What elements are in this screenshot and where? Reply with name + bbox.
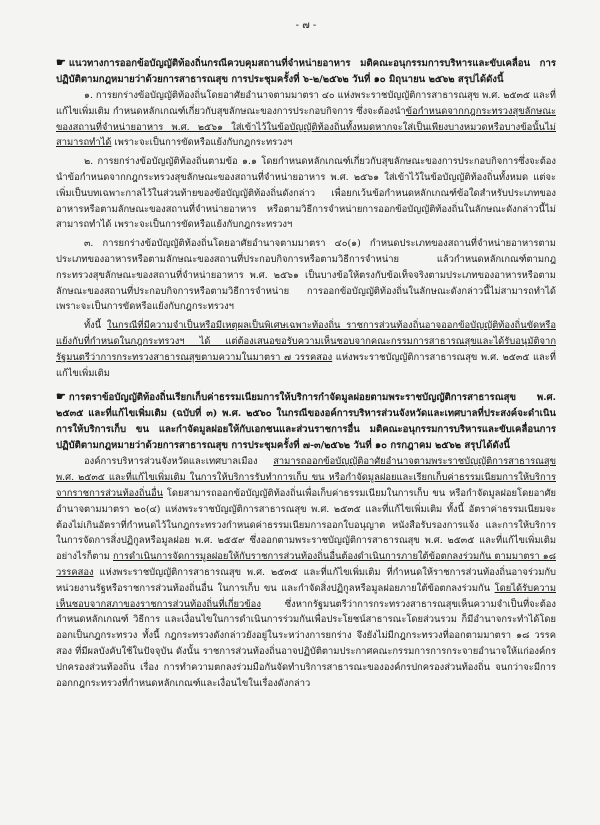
- heading-text-1: แนวทางการออกข้อบัญญัติท้องถิ่นกรณีควบคุมสถานที่จำหน่ายอาหาร มติคณะอนุกรรมการบริหารและขับเคลื่อน: [68, 58, 531, 69]
- section-heading: [56, 55, 556, 88]
- paragraph-2: ๒. การยกร่างข้อบัญญัติท้องถิ่นตามข้อ ๑.๑ โดยกำหนดหลักเกณฑ์เกี่ยวกับสุขลักษณะของการประกอบกิจการซึ่งจะต้องนำข้อกำหนดจากกฎกระทรวงสุขลักษณะของสถานที่จำหน่ายอาหาร พ.ศ. ๒๕๖๑ ใส่เข้าไว้ในข้อบัญญัติท้องถิ่นทั้งหมด แต่จะเพิ่มเป็นบทเฉพาะกาลไว้ในส่วนท้ายของข้อบัญญัติท้องถิ่นดังกล่าว เพื่อยกเว้นข้อกำหนดหลักเกณฑ์ข้อใดสำหรับประเภทของอาหารหรือตามลักษณะของสถานที่จำหน่ายอาหาร หรือตามวิธีการจำหน่ายการออกข้อบัญญัติท้องถิ่นในลักษณะดังกล่าวนี้ไม่สามารถทำได้ เพราะจะเป็นการขัดหรือแย้งกับกฎกระทรวงฯ: [56, 156, 556, 231]
- section-waste-fees: [56, 389, 556, 691]
- pointing-hand-icon: ☛: [56, 390, 66, 404]
- paragraph-text: แห่งพระราชบัญญัติการสาธารณสุข พ.ศ. ๒๕๓๕ และที่แก้ไขเพิ่มเติม ที่กำหนดให้ราชการส่วนท้องถิ่นอาจร่วมกับหน่วยงานรัฐหรือราชการส่วนท้องถิ่นอื่น ในการเก็บ ขน และกำจัดสิ่งปฏิกูลหรือมูลฝอยภายใต้ข้อตกลงร่วมกัน: [56, 566, 556, 594]
- underlined-text: สามารถออกข้อบัญญัติอาศัยอำนาจตามพระราชบัญญัติการสาธารณสุข พ.ศ. ๒๕๓๕ และที่แก้ไขเพิ่มเติม ในการให้บริการรับทำการเก็บ ขน หรือกำจัดมูลฝอยและเรียกเก็บค่าธรรมเนียมการให้บริการจากราชการส่วนท้องถิ่นอื่น: [56, 456, 556, 499]
- paragraph-text: ๑. การยกร่างข้อบัญญัติท้องถิ่นโดยอาศัยอำนาจตามมาตรา ๔๐ แห่งพระราชบัญญัติการสาธารณสุข พ.ศ. ๒๕๓๕ และที่แก้ไขเพิ่มเติม กำหนดหลักเกณฑ์เกี่ยวกับสุขลักษณะของการประกอบกิจการ ซึ่งจะต้องนำ: [56, 90, 556, 117]
- paragraph-1: [56, 88, 556, 151]
- heading-text-2: พ.ศ. ๒๕๓๕ และที่แก้ไขเพิ่มเติม (ฉบับที่ ๓) พ.ศ. ๒๕๖๐ ในกรณีของอค์การบริหารส่วนจังหวัดและเทศบาลที่ประสงค์จะดำเนินการให้บริการเก็บ ขน และกำจัดมูลฝอยให้กับเอกชนและส่วนราชการอื่น มติคณะอนุกรรมการบริหารและขับเคลื่อนการปฏิบัติตามกฎหมายว่าด้วยการสาธารณสุข การประชุมครั้งที่ ๗-๓/๒๕๖๒ วันที่ ๑๐ กรกฎาคม ๒๕๖๒ สรุปได้ดังนี้: [56, 392, 556, 452]
- paragraph-1: [56, 454, 556, 691]
- paragraph-3: ๓. การยกร่างข้อบัญญัติท้องถิ่นโดยอาศัยอำนาจตามมาตรา ๔๐(๑) กำหนดประเภทของสถานที่จำหน่ายอาหารตามประเภทของอาหารหรือตามลักษณะของสถานที่ประกอบกิจการหรือตามวิธีการจำหน่าย แล้วกำหนดหลักเกณฑ์ตามกฎกระทรวงสุขลักษณะของสถานที่จำหน่ายอาหาร พ.ศ. ๒๕๖๑ เป็นบางข้อให้ตรงกับข้อเท็จจริงตามประเภทของอาหารหรือตามลักษณะของสถานที่ประกอบกิจการหรือตามวิธีการจำหน่าย การออกข้อบัญญัติท้องถิ่นในลักษณะดังกล่าวนี้ไม่สามารถทำได้ เพราะจะเป็นการขัดหรือแย้งกับกฎกระทรวงฯ: [56, 238, 556, 313]
- heading-text-2: การปฏิบัติตามกฎหมายว่าด้วยการสาธารณสุข การประชุมครั้งที่ ๖-๒/๒๕๖๒ วันที่ ๑๐ มิถุนายน ๒๕๖๒ สรุปได้ดังนี้: [56, 58, 556, 85]
- underlined-text: หากจะใส่เป็นเพียงบางหมวดหรือบางข้อนั้นไม่สามารถทำได้: [56, 121, 556, 149]
- underlined-text: ข้อกำหนดจากกฎกระทรวงสุขลักษณะของสถานที่จำหน่ายอาหาร พ.ศ. ๒๕๖๑ ใส่เข้าไว้ในข้อบัญญัติท้องถิ่นทั้งหมด: [56, 105, 556, 133]
- paragraph-text: เพราะจะเป็นการขัดหรือแย้งกับกฎกระทรวงฯ: [111, 137, 293, 149]
- page-number: - ๗ -: [295, 20, 317, 31]
- pointing-hand-icon: ☛: [56, 56, 66, 69]
- paragraph-4: [56, 318, 556, 381]
- paragraph-text: แห่งพระราชบัญญัติการสาธารณสุข พ.ศ. ๒๕๓๕ และที่แก้ไขเพิ่มเติม: [56, 351, 556, 379]
- section-heading: [56, 389, 556, 454]
- underlined-text: ในกรณีที่มีความจำเป็นหรือมีเหตุผลเป็นพิเศษเฉพาะท้องถิ่น ราชการส่วนท้องถิ่นอาจออกข้อบัญญัติท้องถิ่นขัดหรือแย้งกับที่กำหนดในกฎกระทรวงฯ ได้ แต่ต้องเสนอขอรับความเห็นชอบจากคณะกรรมการสาธารณสุขและได้รับอนุมัติจากรัฐมนตรีว่าการกระทรวงสาธารณสุขตามความในมาตรา ๗ วรรคสอง: [56, 320, 556, 363]
- underlined-text: การดำเนินการจัดการมูลฝอยให้กับราชการส่วนท้องถิ่นอื่นต้องดำเนินการภายใต้ข้อตกลงร่วมกัน ตามมาตรา ๑๘ วรรคสอง: [56, 551, 556, 578]
- paragraph-text: ทั้งนี้: [84, 320, 108, 332]
- paragraph-text: โดยสามารถออกข้อบัญญัติท้องถิ่นเพื่อเก็บค่าธรรมเนียมในการเก็บ ขน หรือกำจัดมูลฝอยโดยอาศัยอำนาจตามมาตรา ๒๐(๔) แห่งพระราชบัญญัติการสาธารณสุข พ.ศ. ๒๕๓๕ และที่แก้ไขเพิ่มเติม ทั้งนี้ อัตราค่าธรรมเนียมจะต้องไม่เกินอัตราที่กำหนดไว้ในกฎกระทรวงกำหนดค่าธรรมเนียมการออกใบอนุญาต หนังสือรับรองการแจ้ง และการให้บริการในการจัดการสิ่งปฏิกูลหรือมูลฝอย พ.ศ. ๒๕๕๙ ซึ่งออกตามพระราชบัญญัติการสาธารณสุข พ.ศ. ๒๕๓๕ และที่แก้ไขเพิ่มเติม อย่างไรก็ตาม: [56, 487, 556, 563]
- paragraph-text: องค์การบริหารส่วนจังหวัดและเทศบาลเมือง: [84, 456, 274, 468]
- underlined-text: โดยได้รับความเห็นชอบจากสภาของราชการส่วนท้องถิ่นที่เกี่ยวข้อง: [56, 582, 556, 610]
- paragraph-text: ซึ่งหากรัฐมนตรีว่าการกระทรวงสาธารณสุขเห็นความจำเป็นที่จะต้องกำหนดหลักเกณฑ์ วิธีการ และเงื่อนไขในการดำเนินการร่วมกันเพื่อประโยชน์สาธารณะโดยส่วนรวม ก็มีอำนาจกระทำได้โดยออกเป็นกฎกระทรวง ทั้งนี้ กฎกระทรวงดังกล่าวยังอยู่ในระหว่างการยกร่าง จึงยังไม่มีกฎกระทรวงที่ออกตามมาตรา ๑๘ วรรคสอง ที่มีผลบังคับใช้ในปัจจุบัน ดังนั้น ราชการส่วนท้องถิ่นอาจปฏิบัติตามประกาศคณะกรรมการการกระจายอำนาจให้แก่องค์กรปกครองส่วนท้องถิ่น เรื่อง การทำความตกลงร่วมมือกันจัดทำบริการสาธารณะขององค์กรปกครองส่วนท้องถิ่น จนกว่าจะมีการออกกฎกระทรวงที่กำหนดหลักเกณฑ์และเงื่อนไขในเรื่องดังกล่าว: [56, 598, 556, 689]
- section-food-premises: [56, 55, 556, 381]
- heading-text-1: การตราข้อบัญญัติท้องถิ่นเรียกเก็บค่าธรรมเนียมการให้บริการกำจัดมูลฝอยตามพระราชบัญญัติการสาธารณสุข: [68, 392, 517, 404]
